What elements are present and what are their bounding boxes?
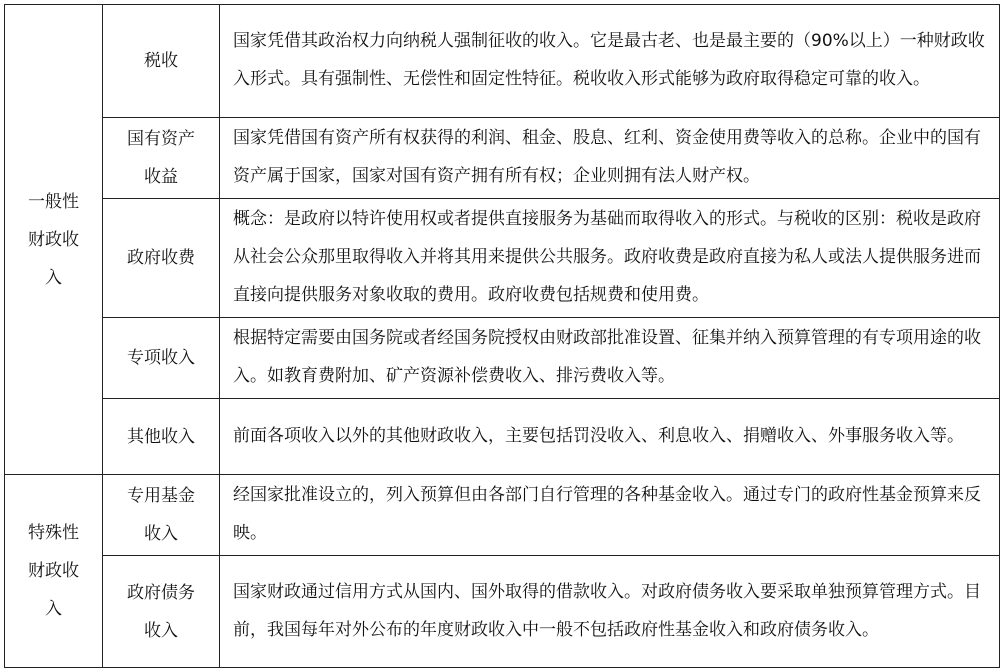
item-name-cell (103, 556, 220, 668)
category-label-line: 财政收 (28, 561, 79, 581)
item-description: 前面各项收入以外的其他财政收入，主要包括罚没收入、利息收入、捐赠收入、外事服务收入等。 (220, 399, 1000, 475)
table-row (5, 5, 1000, 118)
table-row (5, 318, 1000, 399)
item-name-line: 政府收费 (127, 248, 195, 268)
item-description: 国家财政通过信用方式从国内、国外取得的借款收入。对政府债务收入要采取单独预算管理方式。目前，我国每年对外公布的年度财政收入中一般不包括政府性基金收入和政府债务收入。 (220, 556, 1000, 668)
item-description: 国家凭借其政治权力向纳税人强制征收的收入。它是最古老、也是最主要的（90%以上）一种财政收入形式。具有强制性、无偿性和固定性特征。税收收入形式能够为政府取得稳定可靠的收入。 (220, 5, 1000, 118)
item-name-cell (103, 118, 220, 199)
category-label-line: 入 (45, 599, 62, 619)
table-row (5, 399, 1000, 475)
table-row (5, 199, 1000, 318)
category-label-line: 特殊性 (28, 523, 79, 543)
item-description: 根据特定需要由国务院或者经国务院授权由财政部批准设置、征集并纳入预算管理的有专项用途的收入。如教育费附加、矿产资源补偿费收入、排污费收入等。 (220, 318, 1000, 399)
item-description: 概念：是政府以特许使用权或者提供直接服务为基础而取得收入的形式。与税收的区别：税收是政府从社会公众那里取得收入并将其用来提供公共服务。政府收费是政府直接为私人或法人提供服务进而直接向提供服务对象收取的费用。政府收费包括规费和使用费。 (220, 199, 1000, 318)
category-label-line: 入 (45, 267, 62, 288)
item-name-line: 专项收入 (127, 348, 195, 368)
item-description: 国家凭借国有资产所有权获得的利润、租金、股息、红利、资金使用费等收入的总称。企业中的国有资产属于国家，国家对国有资产拥有所有权；企业则拥有法人财产权。 (220, 118, 1000, 199)
item-name-cell (103, 199, 220, 318)
item-name-line: 政府债务 (127, 582, 195, 603)
category-label-line: 财政收 (28, 229, 79, 250)
item-name-line: 收入 (144, 524, 178, 544)
table-row (5, 118, 1000, 199)
category-general-cell (5, 5, 103, 475)
category-special-cell (5, 475, 103, 668)
item-name-cell (103, 5, 220, 118)
item-name-line: 收益 (144, 167, 178, 187)
item-name-line: 专用基金 (127, 486, 195, 506)
item-name-cell (103, 318, 220, 399)
item-name-line: 国有资产 (127, 129, 195, 149)
item-name-cell (103, 399, 220, 475)
category-label-line: 一般性 (28, 191, 79, 212)
item-name-line: 税收 (144, 51, 178, 71)
item-description: 经国家批准设立的，列入预算但由各部门自行管理的各种基金收入。通过专门的政府性基金预算来反映。 (220, 475, 1000, 556)
table-row (5, 475, 1000, 556)
table-row (5, 556, 1000, 668)
item-name-cell (103, 475, 220, 556)
item-name-line: 收入 (144, 620, 178, 641)
item-name-line: 其他收入 (127, 426, 195, 447)
fiscal-revenue-table (4, 4, 1000, 668)
